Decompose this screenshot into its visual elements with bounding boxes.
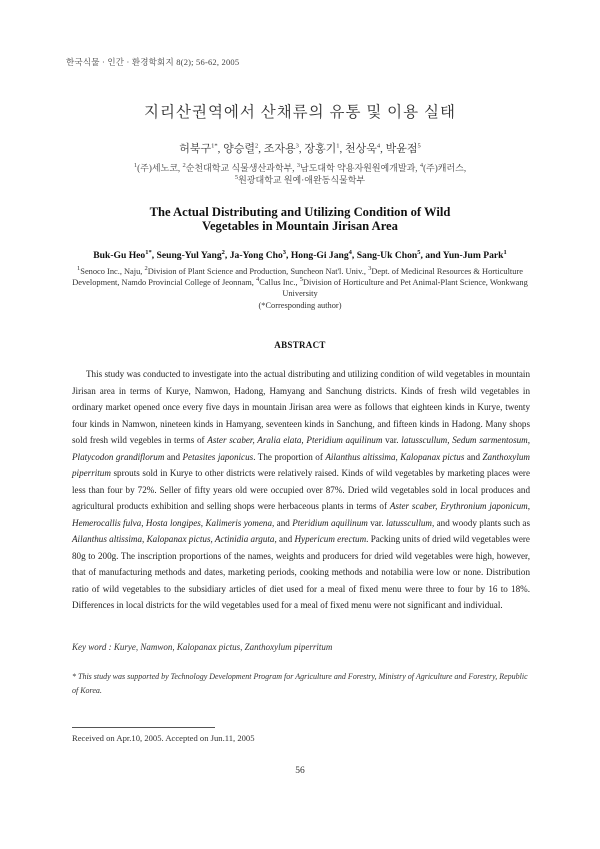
en-author-sup: 4 [348,248,352,256]
abstract-heading: ABSTRACT [274,340,326,350]
kr-author-sup: 1* [211,142,218,150]
kr-affil-sup: 4 [419,162,424,169]
en-author-sup: 1 [503,248,507,256]
en-affil-sup: 3 [368,265,372,273]
en-affil-sup: 2 [144,265,148,273]
english-authors [0,250,600,261]
english-title-line2: Vegetables in Mountain Jirisan Area [202,219,398,233]
kr-affil-text: 원광대학교 원예·애완동식물학부 [238,175,366,185]
abstract-text: var. [367,517,386,528]
kr-affil-sup: 2 [182,162,186,169]
kr-author-sup: 2 [254,142,259,150]
en-affil-sup: 1 [77,265,81,273]
abstract-text: and [274,517,293,528]
species-name: Aster scaber, Aralia elata, Pteridium aquilinum [207,435,383,445]
kr-affil-text: (주)캐러스, [423,163,467,173]
abstract-text: and [164,451,183,462]
kr-affil-line1 [60,162,540,174]
kr-affil-text: 순천대학교 식물생산과학부, [185,163,297,173]
kr-author-sup: 1 [336,142,340,150]
kr-affil-line2 [60,174,540,186]
english-title-line1: The Actual Distributing and Utilizing Condition of Wild [149,205,451,219]
abstract-text: sprouts sold in Kurye to other districts were relatively raised. Kinds of wild vegetables by marketing places were less than four by 72%. Seller of fifty years old were occupied over 87%. Dried wild vegetables sold in local produces and agricultural products exhibition and selling shops were herbaceous plants in terms of [72,468,530,511]
abstract-text: . The proportion of [253,451,326,462]
species-name: Hypericum erectum [294,534,367,544]
species-name: Pteridium aquilinum [292,517,368,528]
kr-author-sup: 4 [376,142,381,150]
korean-affiliations [60,162,540,186]
kr-author: 허북구 [179,143,212,155]
species-name: Ailanthus altissima, Kalopanax pictus [325,451,465,462]
en-affil-text: Dept. of Medicinal Resources & Horticulture Development, Namdo Provincial College of Jeonnam, [72,267,523,288]
species-name: Ailanthus altissima, Kalopanax pictus, Actinidia arguta, [72,534,277,544]
kr-affil-sup: 1 [133,162,138,169]
funding-footnote: * This study was supported by Technology Development Program for Agriculture and Forestry, Ministry of Agriculture and Forestry, Republic of Korea. [72,672,528,695]
kr-author: 박윤점 [385,143,418,155]
en-author: Seung-Yul Yang [156,250,222,261]
corresponding-author-note: (*Corresponding author) [258,300,342,310]
en-author-sep: , and [420,250,443,261]
en-affil-text: Division of Horticulture and Pet Animal-Plant Science, Wonkwang University [282,278,528,299]
received-date: Received on Apr.10, 2005. Accepted on Jun.11, 2005 [72,733,255,743]
species-name: Petasites japonicus [182,451,254,462]
en-author-sep: , [151,250,157,261]
abstract-text: and woody plants such as [434,517,530,528]
en-author: Sang-Uk Chon [356,250,418,261]
abstract-text: This study was conducted to investigate into the actual distributing and utilizing condition of wild vegetables in mountain Jirisan area in terms of Kurye, Namwon, Hadong, Hamyang and Sanchung districts. Kinds of fresh wild vegetables in ordinary market opened once every five days in mountain Jirisan area were as follows that eighteen kinds in Kurye, twenty four kinds in Namwon, nineteen kinds in Hamyang, seventeen kinds in Sanchung, and fifteen kinds in Hadong. Many shops sold fresh wild vegebles in terms of [72,369,530,445]
en-author-sep: , [224,250,230,261]
kr-affil-sup: 5 [234,174,239,181]
kr-author: 장홍기 [304,143,337,155]
en-author-sup: 2 [221,248,225,256]
abstract-text: and [464,451,483,462]
en-affil-text: Senoco Inc., Naju, [80,267,145,276]
abstract-text: var. [382,435,402,445]
english-title [0,205,600,233]
english-affiliations [66,266,534,311]
footnote-divider [72,727,215,728]
journal-header: 한국식물 · 인간 · 환경학회지 8(2); 56-62, 2005 [66,57,240,67]
kr-affil-text: 남도대학 약용자원원예개발과, [300,163,420,173]
en-author-sup: 5 [417,248,421,256]
en-author: Hong-Gi Jang [290,250,349,261]
abstract-body [72,366,530,614]
kr-author-sup: 5 [417,142,421,150]
kr-author: 조자용 [263,143,296,155]
en-affil-text: Division of Plant Science and Production, Suncheon Nat'l. Univ., [147,267,369,276]
kr-affil-sup: 3 [296,162,301,169]
en-author: Yun-Jum Park [442,250,504,261]
en-author-sup: 3 [282,248,287,256]
korean-authors: 허북구$^{1*}$, 양승렬$^2$, 조자용$^3$, 장홍기$^1$, 천상욱$^4$, 박윤점$^5$ [179,142,421,155]
kr-author: 천상욱 [345,143,377,155]
en-author-sup: 1* [145,248,152,256]
species-name: latusscullum, [385,517,435,528]
keywords: Key word : Kurye, Namwon, Kalopanax pictus, Zanthoxylum piperritum [72,642,333,652]
en-author-sep: , [351,250,357,261]
kr-author: 양승렬 [223,143,255,155]
kr-author-sup: 3 [295,142,299,150]
en-affil-text: Callus Inc., [259,278,300,288]
en-affil-sup: 4 [255,276,260,284]
abstract-text: . Packing units of dried wild vegetables were 80g to 200g. The inscription proportions of the names, weights and producers for dried wild vegetables were high, however, that of manufacturing methods and dates, marketing periods, cooking methods and notabilia were low or none. Distribution ratio of wild vegetables to the subsidiary articles of diet used for a meal of fixed menu were three to four by 16 to 18%. Differences in local districts for the wild vegetables used for a meal of fixed menu were not significant and individual. [72,534,530,610]
abstract-text: and [276,534,295,544]
species-name: Zanthoxylum piperritum [72,451,530,478]
en-author: Ja-Yong Cho [229,250,283,261]
en-author-sep: , [286,250,291,261]
korean-title: 지리산권역에서 산채류의 유통 및 이용 실태 [144,104,456,121]
en-affil-sup: 5 [299,276,303,284]
en-author: Buk-Gu Heo [93,250,146,261]
species-name: latusscullum, Sedum sarmentosum, Platycodon grandiflorum [72,435,530,462]
page-number: 56 [295,766,305,776]
species-name: Aster scaber, Erythronium japonicum, Hemerocallis fulva, Hosta longipes, Kalimeris yomena, [72,501,530,528]
kr-affil-text: (주)세노코, [137,163,183,173]
